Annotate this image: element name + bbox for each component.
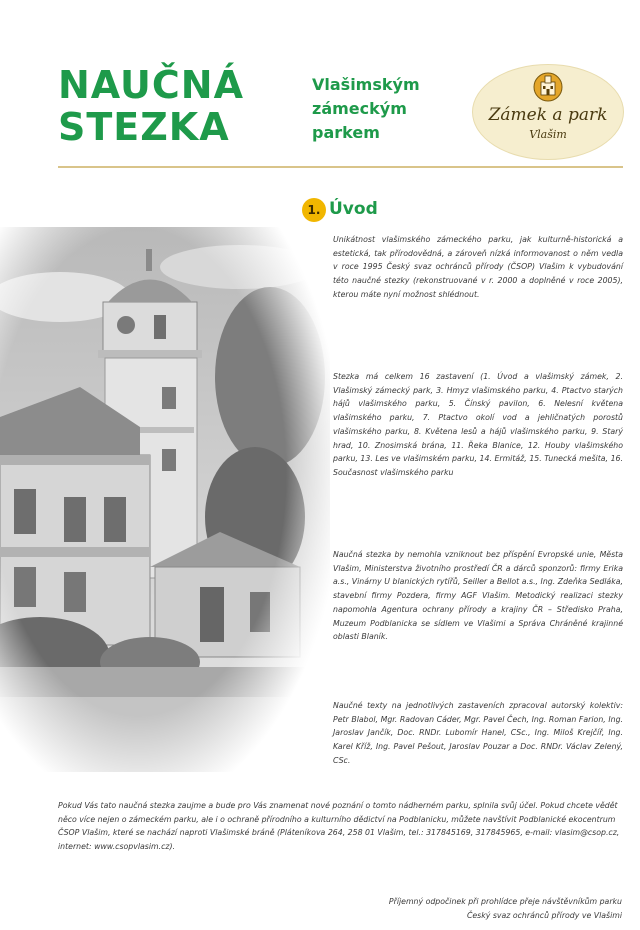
page-title	[58, 64, 244, 148]
castle-tower-photo	[0, 227, 330, 772]
page-subtitle	[312, 73, 420, 145]
logo-text: Zámek a park	[488, 105, 608, 125]
section-number-badge: 1.	[302, 198, 326, 222]
subtitle-line-1: Vlašimským	[312, 75, 420, 94]
castle-emblem-icon	[533, 71, 563, 103]
intro-paragraph-1: Unikátnost vlašimského zámeckého parku, jak kulturně-historická a estetická, tak přírodovědná, a zároveň nízká informovanost o něm vedla v roce 1995 Český svaz ochránců přírody (ČSOP) Vlašim k vybudování této naučné stezky (rekonstruované v r. 2000 a doplněné v roce 2005), kterou máte nyní možnost shlédnout.	[333, 235, 623, 299]
intro-paragraph-2: Stezka má celkem 16 zastavení (1. Úvod a vlašimský zámek, 2. Vlašimský zámecký park, 3. Hmyz vlašimského parku, 4. Ptactvo starých hájů vlašimského parku, 5. Čínský pavilon, 6. Nelesní květena vlašimského parku, 7. Ptactvo okolí vod a jehličnatých porostů vlašimského parku, 8. Květena lesů a hájů vlašimského parku, 9. Starý hrad, 10. Znosimská brána, 11. Řeka Blanice, 12. Houby vlašimského parku, 13. Les ve vlašimském parku, 14. Ermitáž, 15. Tunecká mešita, 16. Současnost vlašimského parku	[333, 372, 623, 477]
logo-subtext: Vlašim	[529, 128, 567, 141]
closing-line-1: Příjemný odpočinek při prohlídce přeje návštěvníkům parku	[388, 897, 622, 906]
intro-paragraph-4: Naučné texty na jednotlivých zastaveních zpracoval autorský kolektiv: Petr Blabol, Mgr. Radovan Cáder, Mgr. Pavel Čech, Ing. Roman Farion, Ing. Jaroslav Jančík, Doc. RNDr. Lubomír Hanel, CSc., Ing. Miloš Krejčíř, Ing. Karel Kříž, Ing. Pavel Pešout, Jaroslav Pouzar a Doc. RNDr. Václav Zelený, CSc.	[333, 701, 623, 765]
title-line-1: NAUČNÁ	[58, 63, 244, 107]
closing-line-2: Český svaz ochránců přírody ve Vlašimi	[466, 911, 622, 920]
subtitle-line-2: zámeckým	[312, 99, 407, 118]
subtitle-line-3: parkem	[312, 123, 380, 142]
footer-paragraph: Pokud Vás tato naučná stezka zaujme a bude pro Vás znamenat nové poznání o tomto nádherném parku, splnila svůj účel. Pokud chcete vědět něco více nejen o zámeckém parku, ale i o ochraně přírodního a kulturního dědictví na Podblanicku, můžete navštívit Podblanické ekocentrum ČSOP Vlašim, které se nachází naproti Vlašimské bráně (Pláteníkova 264, 258 01 Vlašim, tel.: 317845169, 317845965, e-mail: vlasim@csop.cz, internet: www.csopvlasim.cz).	[58, 801, 620, 852]
intro-paragraph-3: Naučná stezka by nemohla vzniknout bez příspění Evropské unie, Města Vlašim, Ministerstva životního prostředí ČR a dárců sponzorů: firmy Erika a.s., Vinárny U blanických rytířů, Seiller a Bellot a.s., Ing. Zdeňka Sedláka, stavební firmy Pozdera, firmy AGF Vlašim. Metodický realizaci stezky napomohla Agentura ochrany přírody a krajiny ČR – Středisko Praha, Muzeum Podblanicka se sídlem ve Vlašimi a Správa Chráněné krajinné oblasti Blaník.	[333, 550, 623, 642]
section-title: Úvod	[329, 199, 378, 219]
header-divider	[58, 166, 623, 168]
title-line-2: STEZKA	[58, 105, 230, 149]
castle-park-logo	[472, 64, 624, 160]
